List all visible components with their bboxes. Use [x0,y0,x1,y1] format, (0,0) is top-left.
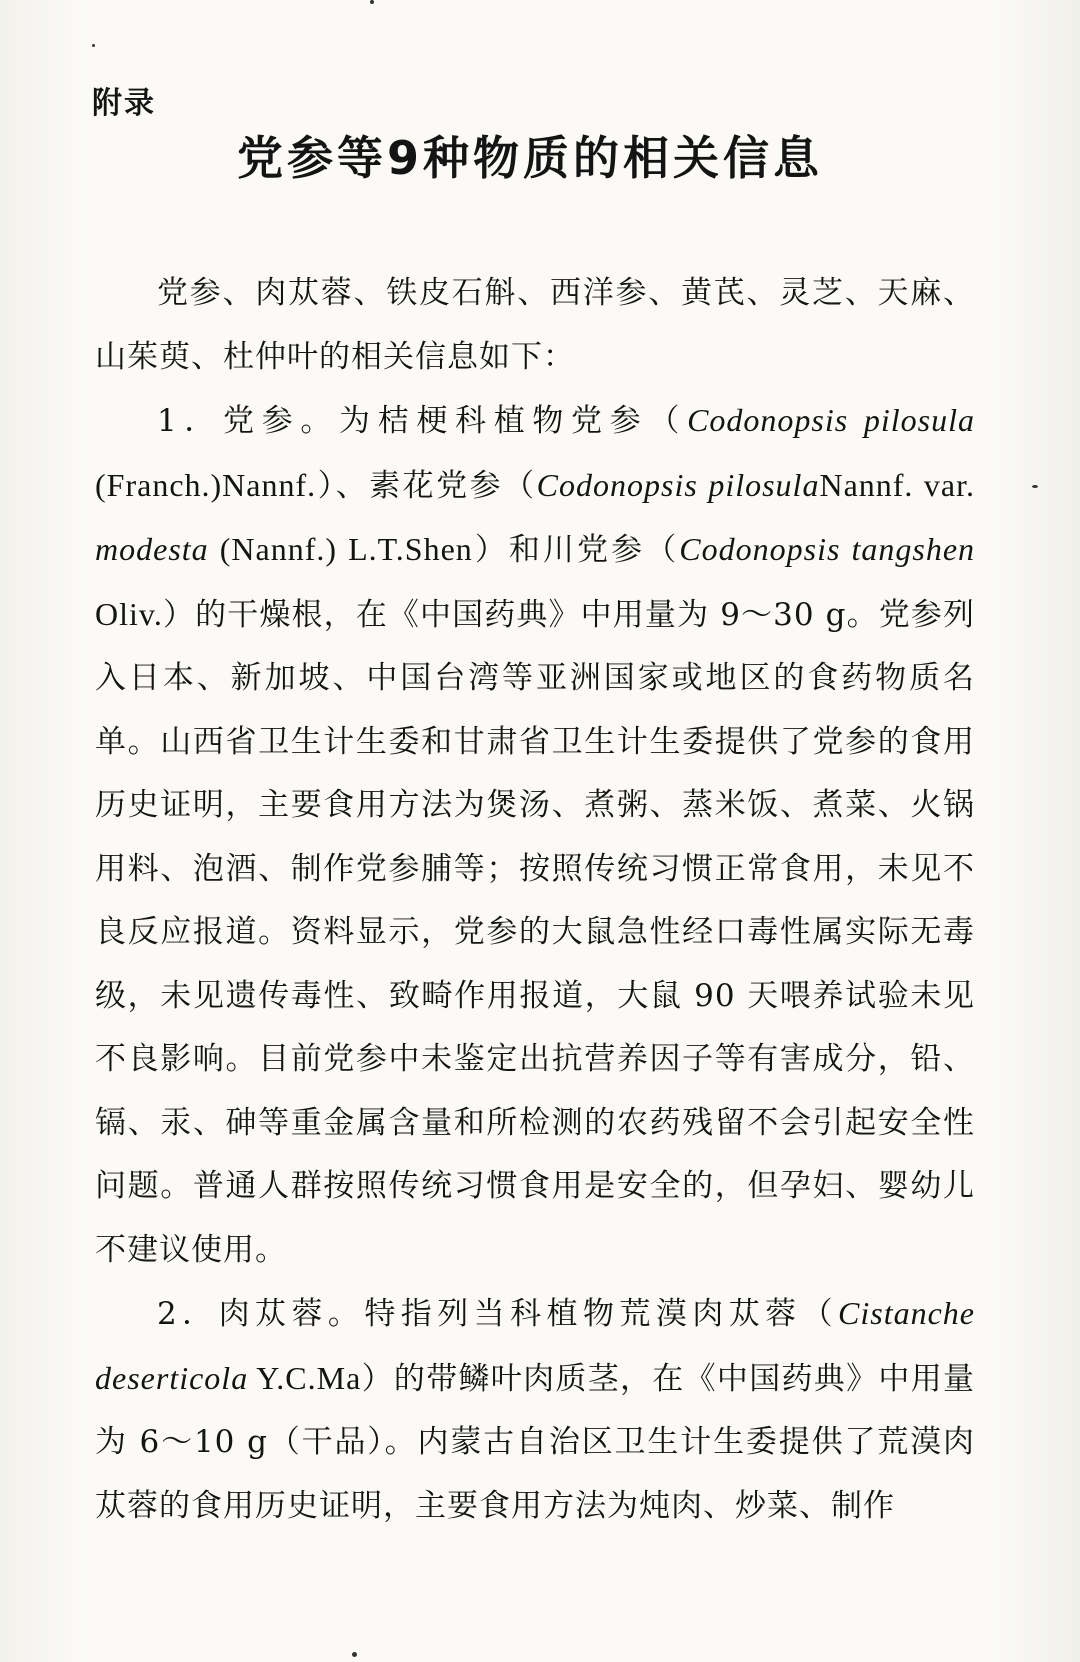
appendix-label: 附录 [92,86,156,121]
scan-speck [370,0,374,4]
intro-paragraph: 党参、肉苁蓉、铁皮石斛、西洋参、黄芪、灵芝、天麻、山茱萸、杜仲叶的相关信息如下： [95,275,975,375]
paragraph-codonopsis [95,389,975,1282]
scientific-name: Codonopsis tangshen [679,531,976,567]
scientific-name: Cistanche deserticola [95,1295,975,1396]
scan-speck [92,44,95,47]
paragraph-text: ）和川党参（ [472,532,680,568]
author-citation: Nannf. var. [819,466,976,503]
scan-speck [1032,485,1038,488]
document-body [95,262,975,1538]
scientific-name: Codonopsis pilosula [687,402,975,438]
author-citation: Oliv. [95,595,163,632]
scientific-name: modesta [95,531,209,567]
author-citation: (Nannf.) L.T.Shen [208,531,473,567]
paragraph-lead: 2．肉苁蓉。特指列当科植物荒漠肉苁蓉（ [157,1296,839,1332]
paragraph-text: ）、素花党参（ [316,467,537,504]
scan-speck [352,1652,357,1657]
author-citation: (Franch.)Nannf. [95,466,317,503]
author-citation: Y.C.Ma [248,1359,362,1396]
paragraph-cistanche [95,1282,975,1538]
paragraph-text: ）的带鳞叶肉质茎，在《中国药典》中用量为 6～10 g（干品）。内蒙古自治区卫生计生委提供了荒漠肉苁蓉的食用历史证明，主要食用方法为炖肉、炒菜、制作 [95,1360,976,1524]
page-title: 党参等9种物质的相关信息 [236,131,823,185]
scientific-name: Codonopsis pilosula [536,466,820,503]
paragraph-text: ）的干燥根，在《中国药典》中用量为 9～30 g。党参列入日本、新加坡、中国台湾等亚洲国家或地区的食药物质名单。山西省卫生计生委和甘肃省卫生计生委提供了党参的食用历史证明，主要食用方法为煲汤、煮粥、蒸米饭、煮菜、火锅用料、泡酒、制作党参脯等；按照传统习惯正常食用，未见不良反应报道。资料显示，党参的大鼠急性经口毒性属实际无毒级，未见遗传毒性、致畸作用报道，大鼠 90 天喂养试验未见不良影响。目前党参中未鉴定出抗营养因子等有害成分，铅、镉、汞、砷等重金属含量和所检测的农药残留不会引起安全性问题。普通人群按照传统习惯食用是安全的，但孕妇、婴幼儿不建议使用。 [95,596,975,1268]
paragraph-lead: 1．党参。为桔梗科植物党参（ [157,403,688,439]
